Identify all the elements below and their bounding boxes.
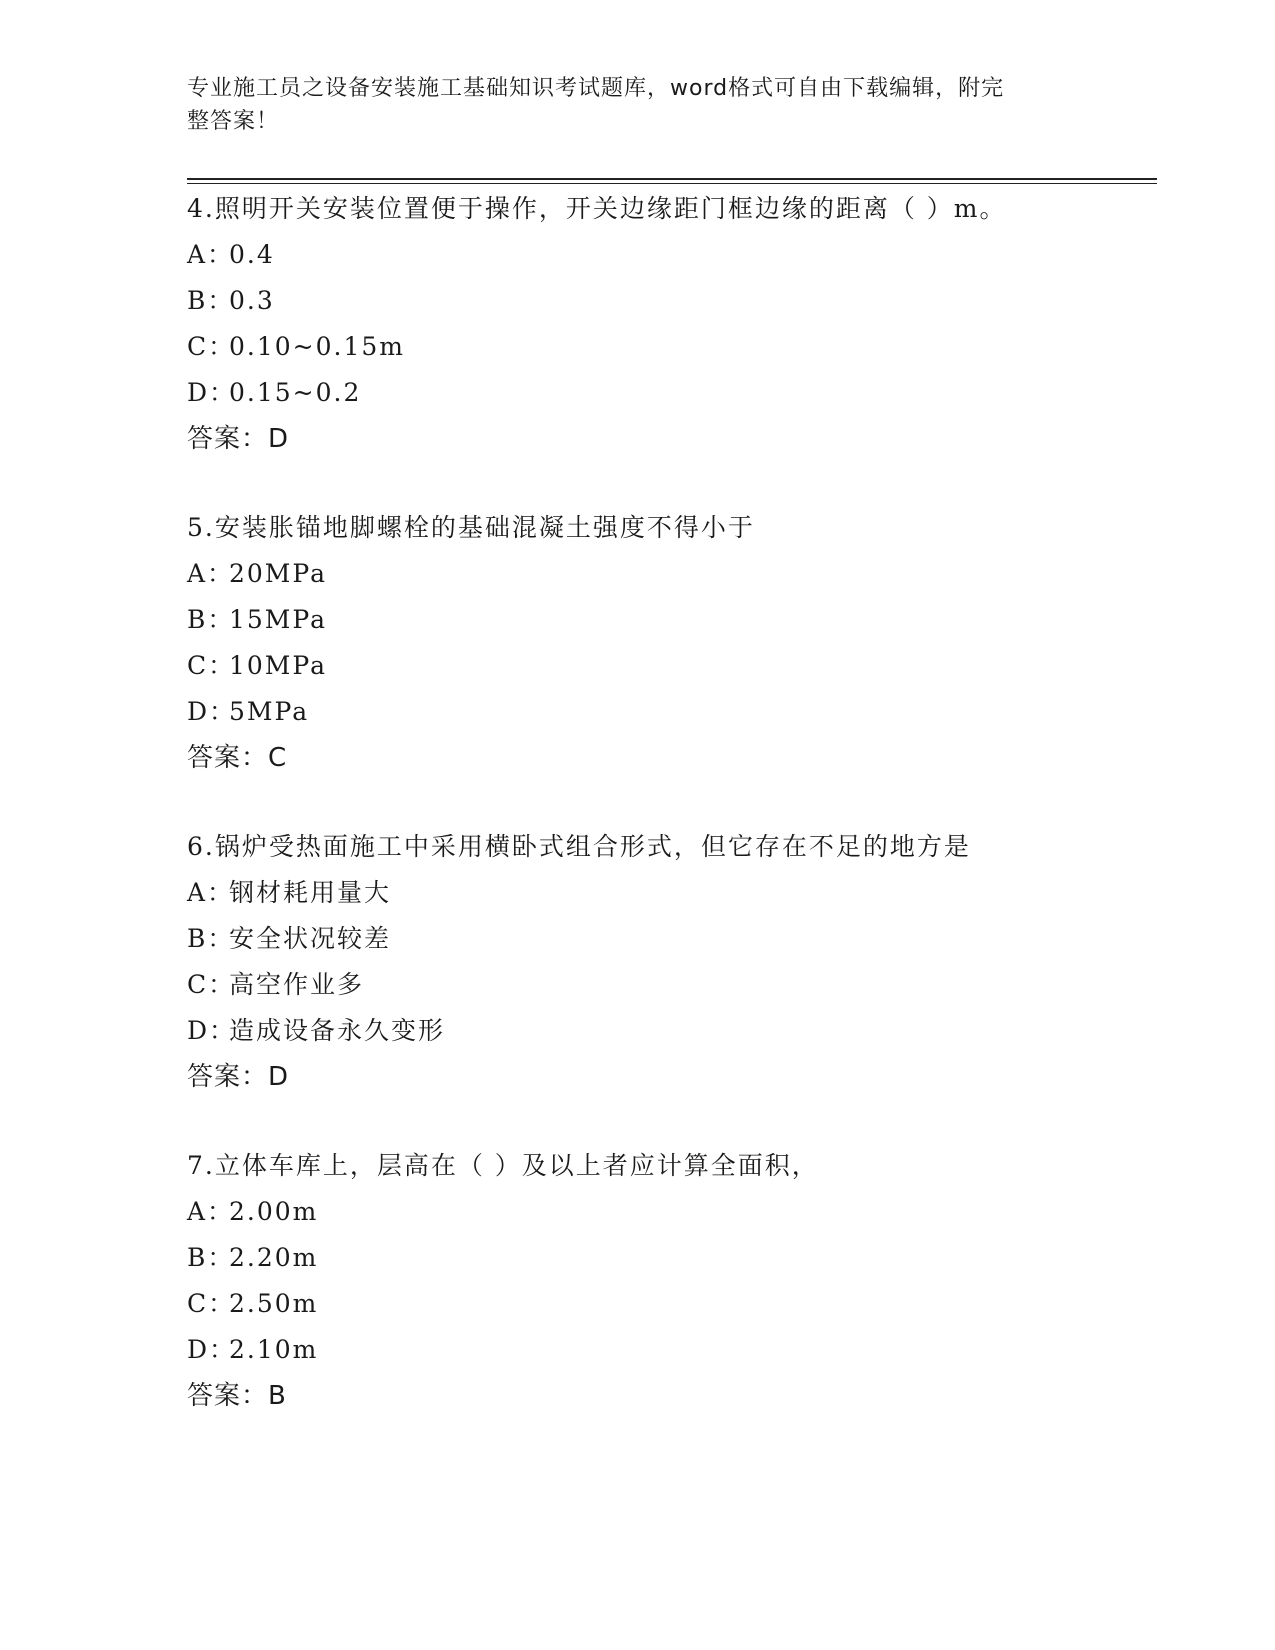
document-header — [187, 72, 1067, 138]
question-title: 7.立体车库上，层高在（ ）及以上者应计算全面积， — [187, 1151, 819, 1180]
header-line-2: 整答案！ — [187, 109, 280, 134]
option-key: A： — [187, 559, 235, 588]
option-c — [187, 324, 1147, 370]
option-key: D： — [187, 1016, 237, 1045]
question-7 — [187, 1143, 1147, 1419]
answer: 答案：D — [187, 424, 290, 454]
question-title: 4.照明开关安装位置便于操作，开关边缘距门框边缘的距离（ ）m。 — [187, 194, 1007, 223]
option-c — [187, 643, 1147, 689]
option-text: 2.20m — [229, 1243, 319, 1272]
option-key: C： — [187, 651, 236, 680]
option-text: 2.50m — [229, 1289, 319, 1318]
option-a — [187, 232, 1147, 278]
option-text: 2.10m — [229, 1335, 319, 1364]
header-divider-thick — [187, 178, 1157, 180]
option-key: D： — [187, 1335, 237, 1364]
option-text: 0.10~0.15m — [229, 332, 405, 361]
option-a — [187, 870, 1147, 916]
option-d — [187, 689, 1147, 735]
option-text: 0.4 — [229, 240, 275, 269]
option-key: B： — [187, 605, 235, 634]
option-text: 造成设备永久变形 — [229, 1016, 446, 1045]
option-key: B： — [187, 286, 235, 315]
option-key: C： — [187, 332, 236, 361]
option-key: A： — [187, 878, 235, 907]
option-c — [187, 1281, 1147, 1327]
header-divider-thin — [187, 183, 1157, 184]
option-b — [187, 278, 1147, 324]
option-text: 2.00m — [229, 1197, 319, 1226]
option-key: A： — [187, 240, 235, 269]
option-text: 0.15~0.2 — [229, 378, 362, 407]
header-line-1: 专业施工员之设备安装施工基础知识考试题库，word格式可自由下载编辑，附完 — [187, 76, 1005, 101]
option-key: D： — [187, 378, 237, 407]
answer: 答案：C — [187, 743, 288, 773]
option-text: 20MPa — [229, 559, 328, 588]
option-key: D： — [187, 697, 237, 726]
option-d — [187, 1327, 1147, 1373]
option-b — [187, 916, 1147, 962]
question-6 — [187, 824, 1147, 1100]
option-a — [187, 1189, 1147, 1235]
option-text: 5MPa — [229, 697, 310, 726]
option-c — [187, 962, 1147, 1008]
option-text: 钢材耗用量大 — [229, 878, 392, 907]
option-key: A： — [187, 1197, 235, 1226]
option-key: C： — [187, 970, 236, 999]
question-5 — [187, 505, 1147, 781]
answer: 答案：B — [187, 1381, 287, 1411]
option-key: B： — [187, 1243, 235, 1272]
option-d — [187, 370, 1147, 416]
option-d — [187, 1008, 1147, 1054]
option-text: 10MPa — [229, 651, 328, 680]
option-key: B： — [187, 924, 235, 953]
answer: 答案：D — [187, 1062, 290, 1092]
option-key: C： — [187, 1289, 236, 1318]
option-text: 0.3 — [229, 286, 275, 315]
question-title: 5.安装胀锚地脚螺栓的基础混凝土强度不得小于 — [187, 513, 755, 542]
option-a — [187, 551, 1147, 597]
option-b — [187, 597, 1147, 643]
option-b — [187, 1235, 1147, 1281]
option-text: 安全状况较差 — [229, 924, 392, 953]
question-title: 6.锅炉受热面施工中采用横卧式组合形式，但它存在不足的地方是 — [187, 832, 971, 861]
option-text: 15MPa — [229, 605, 328, 634]
option-text: 高空作业多 — [229, 970, 365, 999]
question-4 — [187, 186, 1147, 462]
